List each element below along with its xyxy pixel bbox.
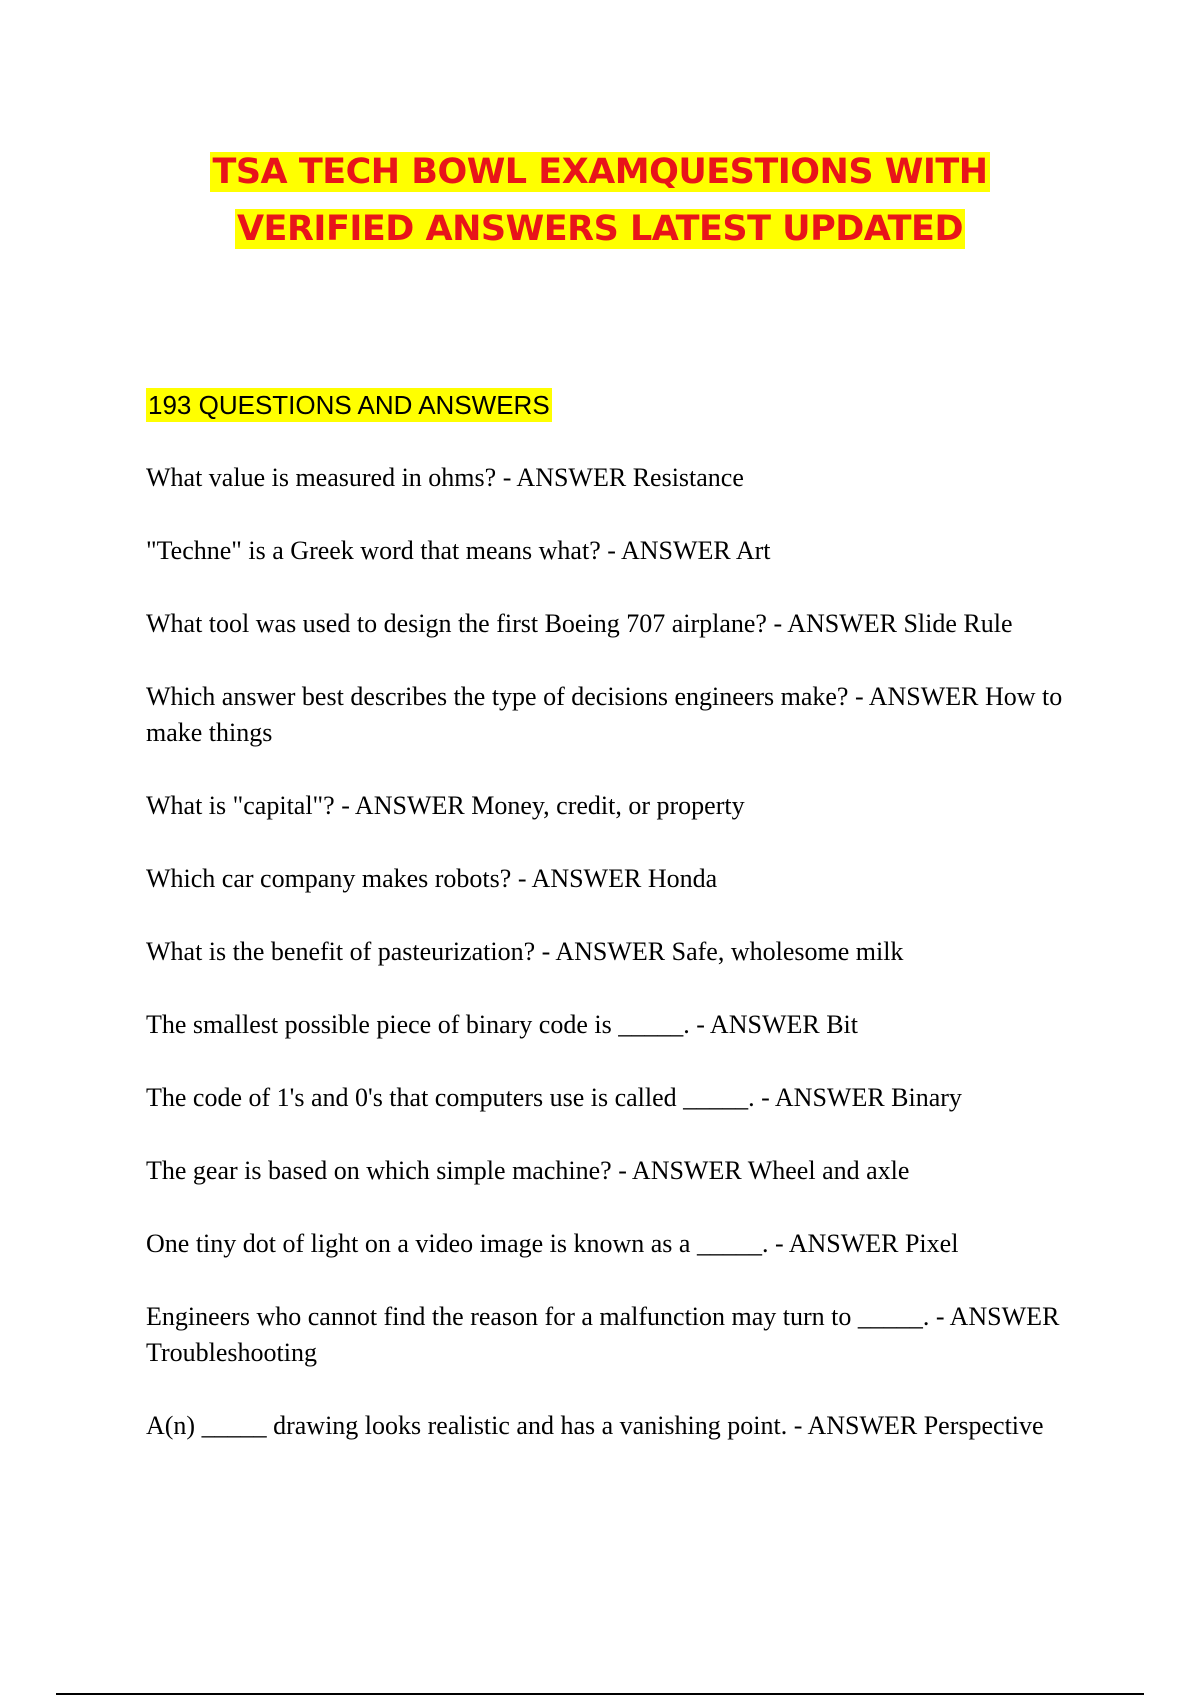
answer-text: Money, credit, or property: [471, 791, 745, 820]
answer-text: Troubleshooting: [146, 1338, 317, 1367]
qa-item: [146, 788, 1066, 824]
qa-item: [146, 1153, 1066, 1189]
qa-item: [146, 861, 1066, 897]
answer-text: Pixel: [904, 1229, 959, 1258]
answer-text: Bit: [826, 1010, 858, 1039]
answer-marker: - ANSWER: [766, 609, 904, 638]
qa-item: [146, 1080, 1066, 1116]
qa-item: [146, 533, 1066, 569]
question-text: The gear is based on which simple machine?: [146, 1156, 612, 1185]
answer-text: Binary: [891, 1083, 962, 1112]
qa-item: [146, 1007, 1066, 1043]
question-text: Which answer best describes the type of decisions engineers make?: [146, 682, 849, 711]
page-bottom-rule: [56, 1693, 1144, 1695]
answer-marker: - ANSWER: [600, 536, 736, 565]
question-text: What is "capital"?: [146, 791, 335, 820]
answer-text: Resistance: [632, 463, 744, 492]
question-text: Engineers who cannot find the reason for a malfunction may turn to _____.: [146, 1302, 930, 1331]
question-text: The code of 1's and 0's that computers use is called _____.: [146, 1083, 755, 1112]
answer-marker: - ANSWER: [754, 1083, 892, 1112]
qa-item: [146, 1226, 1066, 1262]
answer-marker: - ANSWER: [535, 937, 672, 966]
answer-text: Wheel and axle: [747, 1156, 910, 1185]
qa-item: [146, 1299, 1066, 1371]
question-text: The smallest possible piece of binary code is _____.: [146, 1010, 690, 1039]
answer-text: Art: [735, 536, 771, 565]
answer-marker: - ANSWER: [689, 1010, 827, 1039]
qa-item: [146, 460, 1066, 496]
answer-marker: - ANSWER: [611, 1156, 748, 1185]
answer-marker: - ANSWER: [511, 864, 648, 893]
answer-marker: - ANSWER: [787, 1411, 924, 1440]
question-count-heading: [146, 386, 552, 424]
qa-item: [146, 606, 1066, 642]
question-text: What tool was used to design the first Boeing 707 airplane?: [146, 609, 767, 638]
answer-marker: - ANSWER: [334, 791, 472, 820]
answer-text: How to make things: [146, 682, 1063, 747]
title-line-1: TSA TECH BOWL EXAMQUESTIONS WITH: [212, 152, 988, 192]
qa-list: [146, 460, 1066, 1481]
answer-text: Honda: [647, 864, 718, 893]
question-text: What is the benefit of pasteurization?: [146, 937, 536, 966]
answer-text: Safe, wholesome milk: [671, 937, 904, 966]
document-title: [0, 144, 1200, 258]
question-text: "Techne" is a Greek word that means what?: [146, 536, 601, 565]
answer-marker: - ANSWER: [496, 463, 633, 492]
answer-marker: - ANSWER: [848, 682, 985, 711]
question-count-label: 193 QUESTIONS AND ANSWERS: [148, 390, 550, 420]
question-text: What value is measured in ohms?: [146, 463, 497, 492]
qa-item: [146, 1408, 1066, 1444]
title-line-2: VERIFIED ANSWERS LATEST UPDATED: [236, 209, 964, 249]
question-text: One tiny dot of light on a video image is known as a _____.: [146, 1229, 769, 1258]
qa-item: [146, 934, 1066, 970]
qa-item: [146, 679, 1066, 751]
question-text: Which car company makes robots?: [146, 864, 512, 893]
answer-marker: - ANSWER: [768, 1229, 905, 1258]
answer-text: Perspective: [923, 1411, 1044, 1440]
question-text: A(n) _____ drawing looks realistic and has a vanishing point.: [146, 1411, 788, 1440]
answer-text: Slide Rule: [903, 609, 1013, 638]
answer-marker: - ANSWER: [929, 1302, 1060, 1331]
